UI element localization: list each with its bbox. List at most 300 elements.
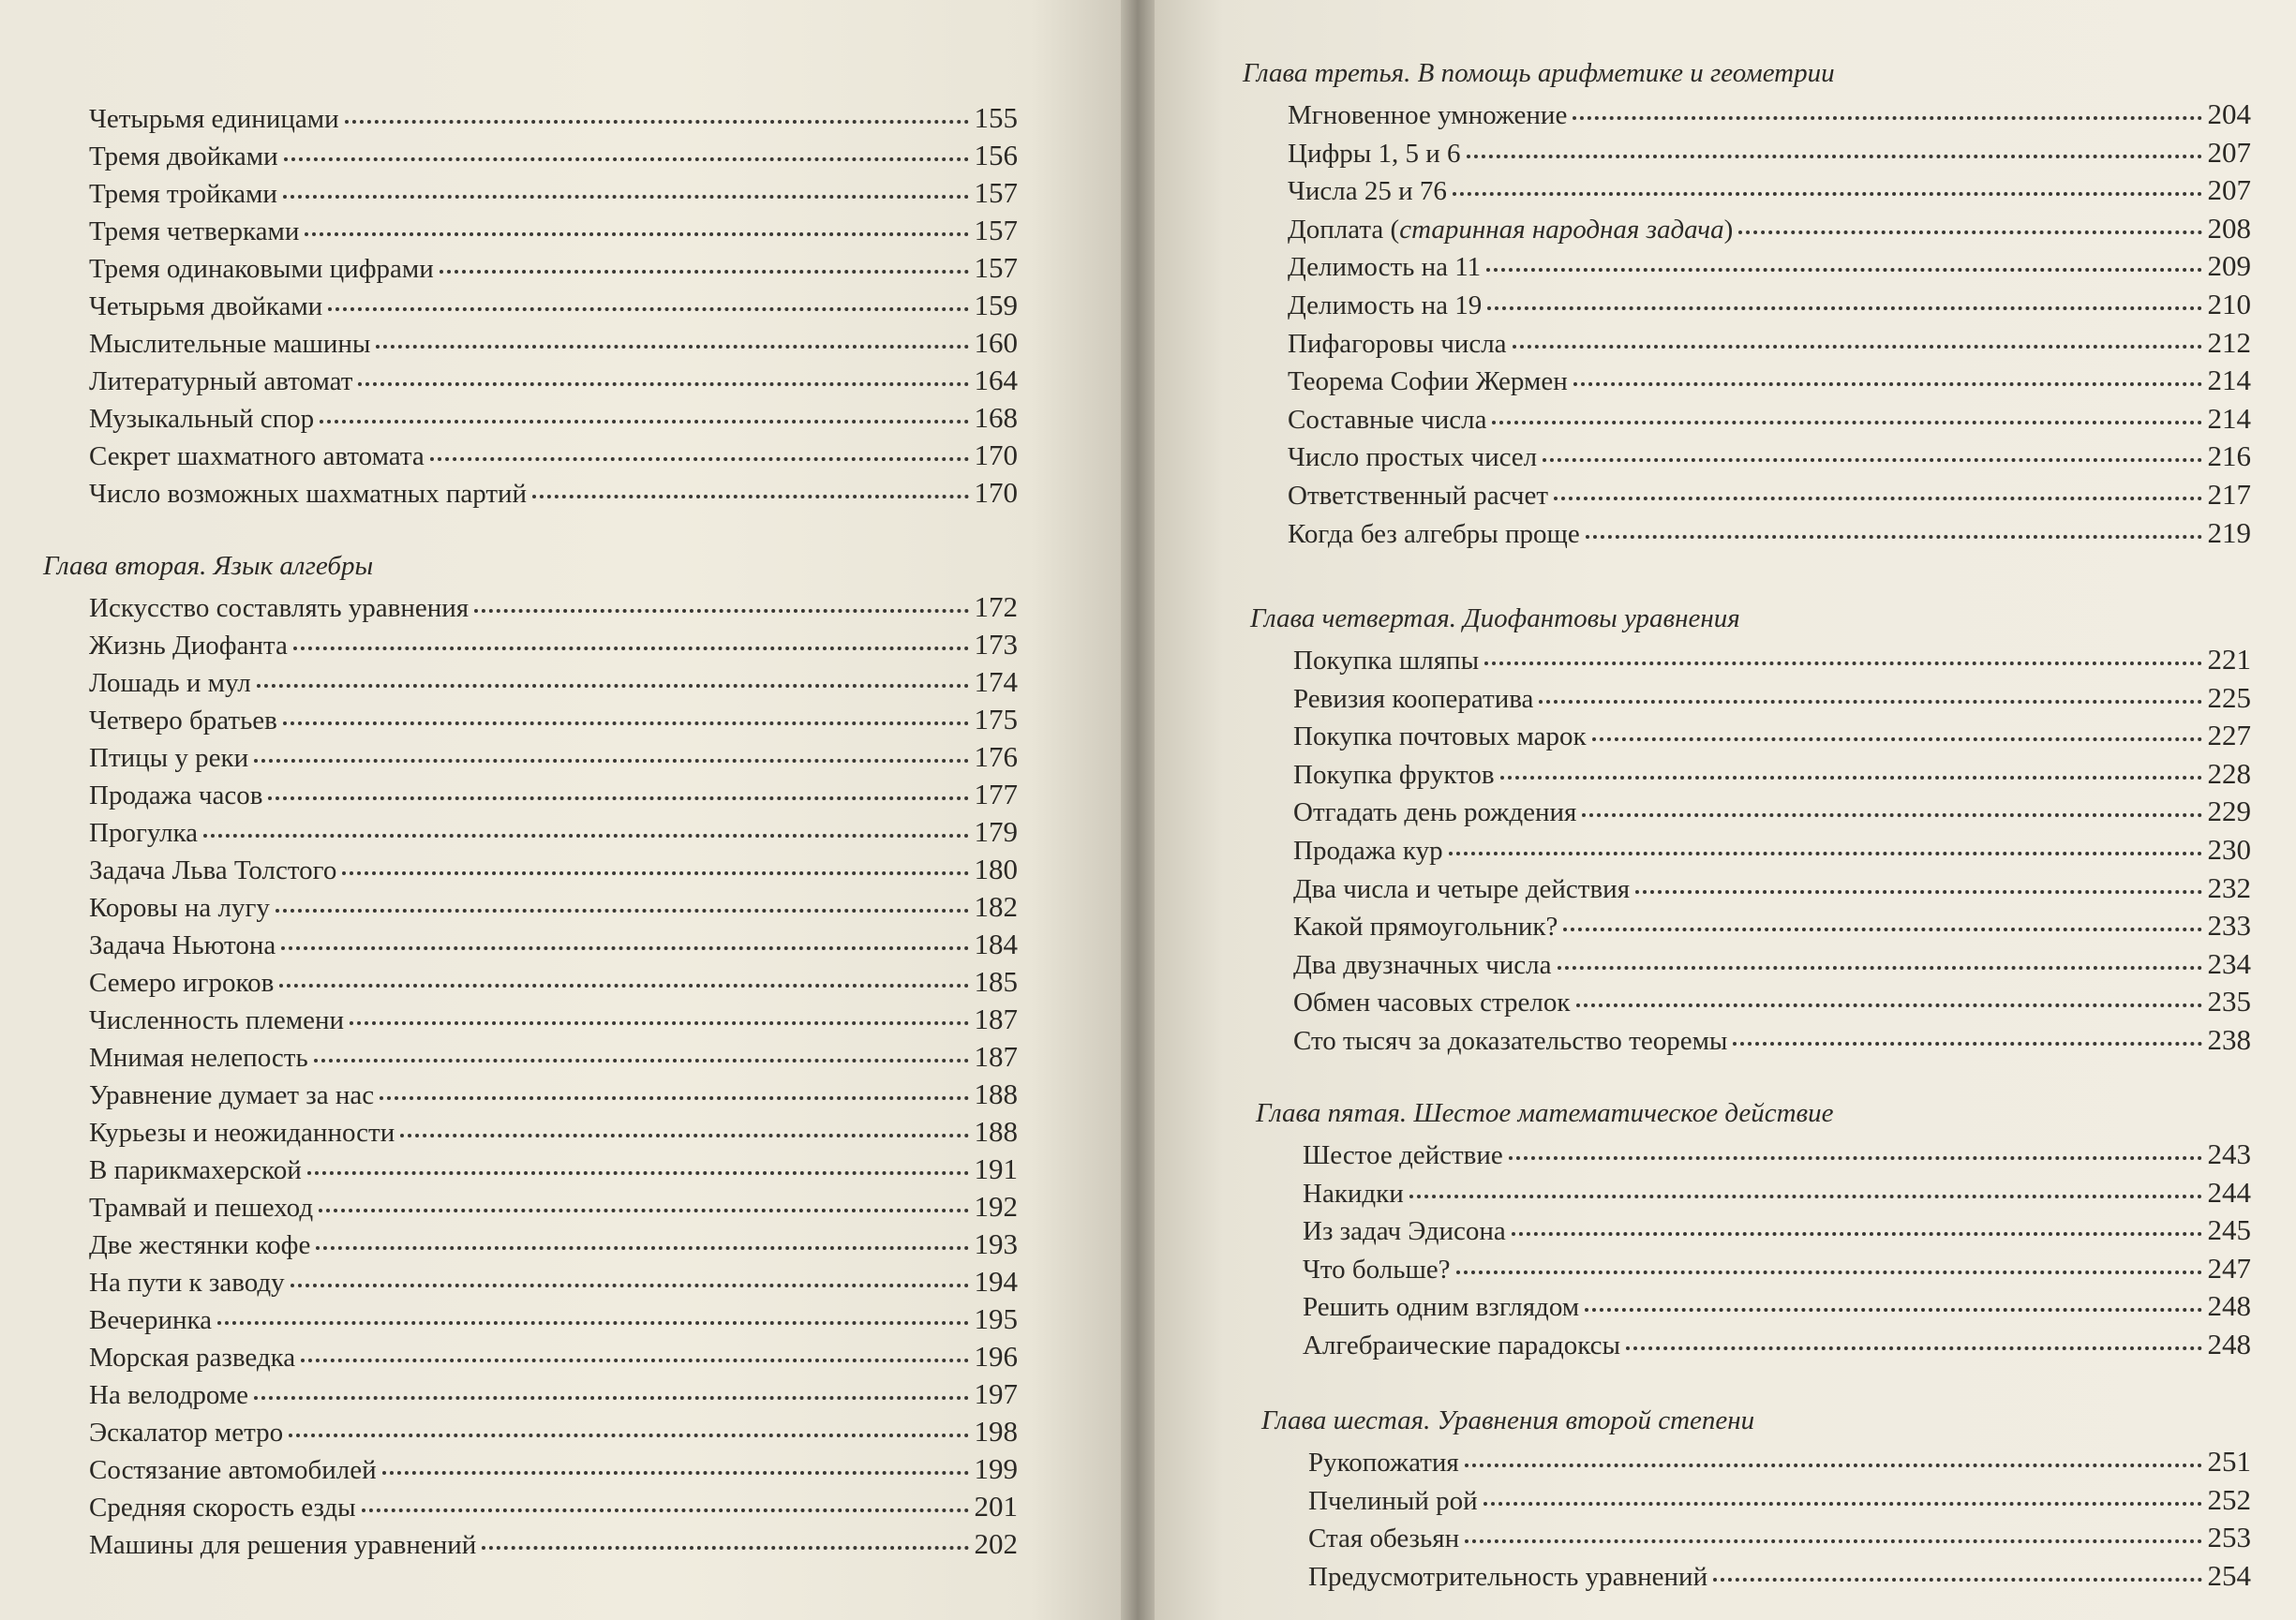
entry-title [89, 400, 314, 438]
entry-title [1308, 1558, 1707, 1596]
entry-page-number: 243 [2207, 1137, 2251, 1170]
entry-title-text: Сто тысяч за доказательство теоремы [1293, 1026, 1728, 1056]
entry-title [1288, 515, 1580, 553]
leader-dots [289, 1405, 968, 1437]
entry-title-text: Пифагоровы числа [1288, 329, 1507, 359]
toc-entry [89, 1072, 1018, 1109]
chapter-heading: Глава вторая. Язык алгебры [43, 551, 374, 581]
toc-entry [89, 847, 1018, 884]
leader-dots [281, 918, 968, 950]
toc-entry [1303, 1246, 2251, 1284]
leader-dots [1456, 1242, 2202, 1274]
leader-dots [350, 993, 969, 1025]
chapter-heading: Глава пятая. Шестое математическое действие [1256, 1098, 1834, 1128]
entry-page-number: 164 [974, 364, 1018, 396]
entry-page-number: 188 [974, 1078, 1018, 1110]
entry-page-number: 192 [974, 1190, 1018, 1223]
entry-title [1303, 1175, 1404, 1212]
entry-page-number: 228 [2207, 757, 2251, 790]
toc-entry [89, 622, 1018, 660]
entry-page-number: 168 [974, 401, 1018, 434]
leader-dots [283, 693, 969, 725]
entry-page-number: 202 [974, 1527, 1018, 1560]
entry-title-text: Лошадь и мул [89, 668, 251, 698]
entry-page-number: 191 [974, 1152, 1018, 1185]
leader-dots [279, 956, 968, 988]
leader-dots [284, 129, 969, 161]
entry-title-text: В парикмахерской [89, 1155, 302, 1185]
entry-page-number: 216 [2207, 439, 2251, 472]
leader-dots [440, 242, 969, 274]
entry-title-text: Средняя скорость езды [89, 1493, 356, 1523]
entry-title-text: Числа 25 и 76 [1288, 176, 1447, 206]
entry-page-number: 187 [974, 1040, 1018, 1073]
entry-title-text: Эскалатор метро [89, 1418, 284, 1448]
entry-title-text: Предусмотрительность уравнений [1308, 1562, 1708, 1592]
entry-title [89, 1301, 212, 1339]
entry-title-text: Два двузначных числа [1293, 950, 1552, 980]
entry-title [1303, 1288, 1579, 1326]
entry-page-number: 185 [974, 965, 1018, 998]
entry-page-number: 156 [974, 139, 1018, 171]
entry-title-text: Тремя одинаковыми цифрами [89, 254, 434, 284]
toc-entry [89, 96, 1018, 133]
toc-entry [89, 1484, 1018, 1522]
entry-page-number: 219 [2207, 516, 2251, 549]
entry-title [1288, 287, 1482, 324]
entry-title-text: Ревизия кооператива [1293, 684, 1534, 714]
toc-entry [89, 245, 1018, 283]
entry-page-number: 235 [2207, 985, 2251, 1018]
leader-dots [430, 429, 969, 461]
entry-title-text: Два числа и четыре действия [1293, 874, 1631, 904]
entry-title [89, 1189, 313, 1226]
leader-dots [1465, 1511, 2201, 1543]
toc-entry [1308, 1553, 2251, 1591]
leader-dots [1635, 862, 2201, 894]
entry-title-text: Что больше? [1303, 1255, 1451, 1285]
toc-entry [89, 1222, 1018, 1259]
leader-dots [482, 1518, 968, 1550]
leader-dots [217, 1293, 968, 1325]
toc-entry [1293, 903, 2251, 941]
entry-page-number: 225 [2207, 681, 2251, 714]
leader-dots [257, 656, 969, 688]
toc-entry [89, 997, 1018, 1034]
entry-title-text: Алгебраические парадоксы [1303, 1330, 1620, 1360]
entry-page-number: 229 [2207, 795, 2251, 827]
entry-title-text: Шестое действие [1303, 1140, 1503, 1170]
entry-title [89, 1002, 344, 1039]
entry-title [1303, 1327, 1620, 1364]
entry-title-text: Вечеринка [89, 1305, 213, 1335]
leader-dots [1500, 748, 2202, 780]
entry-page-number: 160 [974, 326, 1018, 359]
entry-title [1293, 946, 1552, 984]
entry-title [1288, 477, 1548, 514]
entry-title-text: Покупка шляпы [1293, 646, 1480, 676]
leader-dots [1483, 1474, 2202, 1506]
toc-entry [89, 1147, 1018, 1184]
toc-entry [1303, 1322, 2251, 1360]
entry-page-number: 172 [974, 590, 1018, 623]
leader-dots [358, 354, 968, 386]
entry-page-number: 233 [2207, 909, 2251, 942]
leader-dots [283, 167, 969, 199]
toc-entry [1288, 358, 2251, 395]
leader-dots [1733, 1014, 2201, 1046]
leader-dots [1487, 278, 2201, 310]
entry-title [89, 1526, 476, 1564]
entry-title [1293, 1022, 1727, 1060]
entry-title [89, 1451, 377, 1489]
entry-page-number: 159 [974, 289, 1018, 321]
entry-page-number: 187 [974, 1003, 1018, 1035]
leader-dots [1713, 1550, 2201, 1582]
toc-entry [1293, 1018, 2251, 1055]
entry-page-number: 204 [2207, 97, 2251, 130]
entry-page-number: 254 [2207, 1559, 2251, 1592]
toc-entry [1303, 1284, 2251, 1321]
toc-entry [89, 358, 1018, 395]
entry-title-text: Мыслительные машины [89, 329, 371, 359]
entry-title-text: Ответственный расчет [1288, 481, 1549, 511]
entry-page-number: 195 [974, 1302, 1018, 1335]
entry-title [1288, 172, 1447, 210]
entry-page-number: 208 [2207, 212, 2251, 245]
entry-title-text: Тремя четверками [89, 216, 300, 246]
entry-title [1308, 1444, 1459, 1481]
leader-dots [400, 1106, 968, 1137]
entry-title-text: Состязание автомобилей [89, 1455, 377, 1485]
leader-dots [1586, 507, 2202, 539]
leader-dots [254, 731, 968, 763]
entry-title [89, 889, 270, 927]
toc-entry [89, 772, 1018, 810]
entry-title [89, 1039, 308, 1077]
entry-page-number: 244 [2207, 1176, 2251, 1209]
right-page [1155, 0, 2296, 1620]
entry-title [89, 213, 299, 250]
leader-dots [362, 1480, 969, 1512]
entry-title-text: Мнимая нелепость [89, 1043, 308, 1073]
leader-dots [342, 843, 968, 875]
toc-entry [1308, 1439, 2251, 1477]
toc-entry [1303, 1170, 2251, 1208]
entry-title [1288, 325, 1507, 363]
leader-dots [1484, 633, 2201, 665]
leader-dots [320, 392, 968, 424]
entry-title [89, 138, 278, 175]
entry-title [89, 739, 248, 777]
entry-title-text: Теорема Софии Жермен [1288, 366, 1568, 396]
entry-title-text: Трамвай и пешеход [89, 1193, 314, 1223]
entry-title-text: Две жестянки кофе [89, 1230, 311, 1260]
entry-title-text: Тремя двойками [89, 141, 278, 171]
entry-title-text: Четырьмя единицами [89, 104, 339, 134]
toc-entry [89, 433, 1018, 470]
toc-entry [89, 959, 1018, 997]
toc-entry [1288, 282, 2251, 320]
entry-title-text: Пчелиный рой [1308, 1486, 1478, 1516]
entry-page-number: 210 [2207, 288, 2251, 320]
toc-entry [1293, 866, 2251, 903]
entry-title [89, 814, 198, 852]
toc-entry [1288, 472, 2251, 510]
entry-title-text: Продажа часов [89, 780, 263, 810]
toc-entry [89, 810, 1018, 847]
leader-dots [376, 317, 968, 349]
entry-page-number: 176 [974, 740, 1018, 773]
entry-title [89, 1077, 374, 1114]
toc-entry [1293, 827, 2251, 865]
entry-title-text: Жизнь Диофанта [89, 631, 288, 661]
entry-page-number: 232 [2207, 871, 2251, 904]
entry-title-text: Тремя тройками [89, 179, 277, 209]
entry-page-number: 188 [974, 1115, 1018, 1148]
entry-title [89, 1152, 302, 1189]
leader-dots [1449, 824, 2202, 855]
entry-title-text: Птицы у реки [89, 743, 249, 773]
entry-page-number: 227 [2207, 719, 2251, 751]
entry-title-text: Морская разведка [89, 1343, 296, 1373]
toc-entry [89, 697, 1018, 735]
toc-entry [1293, 979, 2251, 1017]
leader-dots [293, 618, 969, 650]
toc-entry [1303, 1208, 2251, 1245]
leader-dots [1543, 430, 2201, 462]
toc-entry [1288, 244, 2251, 281]
entry-title-text: Литературный автомат [89, 366, 353, 396]
entry-page-number: 199 [974, 1452, 1018, 1485]
entry-page-number: 207 [2207, 136, 2251, 169]
entry-page-number: 207 [2207, 173, 2251, 206]
toc-entry [89, 283, 1018, 320]
leader-dots [203, 806, 968, 838]
leader-dots [1467, 126, 2202, 158]
entry-page-number: 194 [974, 1265, 1018, 1298]
toc-entry [89, 133, 1018, 171]
toc-entry [89, 208, 1018, 245]
toc-entry [89, 1522, 1018, 1559]
leader-dots [1582, 785, 2201, 817]
toc-entry [1288, 320, 2251, 358]
toc-entry [89, 1297, 1018, 1334]
entry-title [1288, 135, 1461, 172]
toc-entry [1303, 1132, 2251, 1169]
entry-page-number: 247 [2207, 1252, 2251, 1285]
entry-title [1308, 1482, 1478, 1520]
entry-page-number: 230 [2207, 833, 2251, 866]
entry-title-text: Коровы на лугу [89, 893, 270, 923]
entry-title [1293, 756, 1495, 794]
entry-title-text: Составные числа [1288, 405, 1487, 435]
entry-page-number: 217 [2207, 478, 2251, 511]
entry-page-number: 245 [2207, 1213, 2251, 1246]
toc-entry [89, 1109, 1018, 1147]
leader-dots [532, 467, 968, 498]
entry-page-number: 170 [974, 476, 1018, 509]
leader-dots [1492, 393, 2201, 424]
entry-page-number: 214 [2207, 402, 2251, 435]
entry-title-text: Курьезы и неожиданности [89, 1118, 395, 1148]
entry-title [1308, 1520, 1459, 1557]
book-gutter [1121, 0, 1155, 1620]
leader-dots [328, 279, 968, 311]
toc-entry [1293, 789, 2251, 826]
entry-title-text: Стая обезьян [1308, 1523, 1460, 1553]
leader-dots [305, 204, 968, 236]
entry-title-text: Музыкальный спор [89, 404, 315, 434]
entry-page-number: 214 [2207, 364, 2251, 396]
leader-dots [1453, 164, 2202, 196]
entry-title [1288, 438, 1537, 476]
leader-dots [1558, 938, 2202, 970]
entry-page-number: 196 [974, 1340, 1018, 1373]
entry-title-text: Четырьмя двойками [89, 291, 323, 321]
toc-entry [89, 922, 1018, 959]
entry-page-number: 238 [2207, 1023, 2251, 1056]
leader-dots [345, 92, 969, 124]
entry-title-text: Мгновенное умножение [1288, 100, 1568, 130]
entry-title-text: Покупка почтовых марок [1293, 721, 1587, 751]
leader-dots [301, 1330, 968, 1362]
toc-entry [89, 884, 1018, 922]
leader-dots [1592, 709, 2202, 741]
entry-title-text: Покупка фруктов [1293, 760, 1495, 790]
entry-title-text: Семеро игроков [89, 968, 275, 998]
toc-entry [1288, 168, 2251, 205]
toc-entry [1288, 92, 2251, 129]
entry-title-text: Искусство составлять уравнения [89, 593, 470, 623]
entry-title [89, 1376, 248, 1414]
leader-dots [1509, 1128, 2202, 1160]
entry-page-number: 155 [974, 101, 1018, 134]
entry-title [89, 438, 425, 475]
entry-title [89, 1489, 356, 1526]
leader-dots [319, 1181, 968, 1212]
entry-title [1303, 1251, 1451, 1288]
entry-title-text: Продажа кур [1293, 836, 1443, 866]
leader-dots [1554, 468, 2201, 500]
entry-title-text: Число возможных шахматных партий [89, 479, 528, 509]
entry-page-number: 157 [974, 251, 1018, 284]
entry-title-text: Накидки [1303, 1179, 1404, 1209]
entry-page-number: 184 [974, 928, 1018, 960]
leader-dots [1512, 1204, 2202, 1236]
leader-dots [1626, 1318, 2202, 1350]
toc-entry [89, 1447, 1018, 1484]
leader-dots [276, 881, 969, 913]
entry-title-text: Задача Ньютона [89, 930, 276, 960]
toc-entry [1288, 130, 2251, 168]
entry-title-text: Численность племени [89, 1005, 344, 1035]
entry-title [89, 288, 322, 325]
entry-title-text: Задача Льва Толстого [89, 855, 337, 885]
entry-title-text: Доплата ( [1288, 215, 1400, 245]
leader-dots [1573, 88, 2201, 120]
leader-dots [316, 1218, 968, 1250]
toc-entry [89, 1184, 1018, 1222]
toc-entry [1308, 1478, 2251, 1515]
toc-entry [89, 1409, 1018, 1447]
entry-title [89, 702, 277, 739]
entry-title-text: Прогулка [89, 818, 199, 848]
entry-page-number: 173 [974, 628, 1018, 661]
entry-title-text: Число простых чисел [1288, 442, 1538, 472]
leader-dots [1513, 317, 2202, 349]
toc-entry [89, 470, 1018, 508]
toc-entry [89, 1334, 1018, 1372]
entry-title-text: На велодроме [89, 1380, 249, 1410]
entry-page-number: 248 [2207, 1328, 2251, 1360]
toc-entry [89, 171, 1018, 208]
chapter-heading: Глава шестая. Уравнения второй степени [1261, 1405, 1755, 1435]
toc-entry [1308, 1515, 2251, 1553]
entry-title [89, 1226, 310, 1264]
entry-page-number: 234 [2207, 947, 2251, 980]
entry-page-number: 182 [974, 890, 1018, 923]
left-page [0, 0, 1121, 1620]
leader-dots [1585, 1280, 2201, 1312]
entry-title-text: Машины для решения уравнений [89, 1530, 477, 1560]
entry-title [1293, 832, 1443, 869]
leader-dots [307, 1143, 969, 1175]
leader-dots [1576, 975, 2202, 1007]
entry-title [1293, 984, 1571, 1021]
toc-entry [1293, 637, 2251, 675]
entry-page-number: 170 [974, 438, 1018, 471]
entry-page-number: 175 [974, 703, 1018, 736]
entry-page-number: 197 [974, 1377, 1018, 1410]
entry-title-text: Какой прямоугольник? [1293, 912, 1558, 942]
toc-entry [1293, 713, 2251, 751]
entry-title-text: Решить одним взглядом [1303, 1292, 1580, 1322]
entry-title [89, 964, 274, 1002]
entry-page-number: 221 [2207, 643, 2251, 676]
entry-page-number: 248 [2207, 1289, 2251, 1322]
entry-title-text: Цифры 1, 5 и 6 [1288, 139, 1461, 169]
leader-dots [382, 1443, 969, 1475]
entry-title-text: Из задач Эдисона [1303, 1216, 1506, 1246]
toc-entry [89, 1372, 1018, 1409]
leader-dots [1465, 1435, 2202, 1467]
leader-dots [1573, 354, 2202, 386]
leader-dots [1738, 202, 2201, 234]
leader-dots [254, 1368, 968, 1400]
entry-page-number: 252 [2207, 1483, 2251, 1516]
entry-title [89, 475, 527, 513]
entry-title [89, 1414, 283, 1451]
toc-entry [89, 320, 1018, 358]
entry-title [1293, 908, 1558, 945]
entry-title [89, 175, 277, 213]
entry-page-number: 180 [974, 853, 1018, 885]
entry-title [1293, 680, 1533, 718]
toc-entry [1293, 942, 2251, 979]
toc-entry [89, 1259, 1018, 1297]
entry-page-number: 201 [974, 1490, 1018, 1523]
leader-dots [1409, 1167, 2202, 1198]
entry-title-text: Обмен часовых стрелок [1293, 988, 1571, 1018]
toc-entry [1288, 511, 2251, 548]
toc-entry [89, 1034, 1018, 1072]
entry-title [89, 664, 251, 702]
entry-title-text: Четверо братьев [89, 706, 277, 736]
entry-title-text: На пути к заводу [89, 1268, 285, 1298]
entry-title-text: Рукопожатия [1308, 1448, 1459, 1478]
entry-title-text: Делимость на 19 [1288, 290, 1483, 320]
